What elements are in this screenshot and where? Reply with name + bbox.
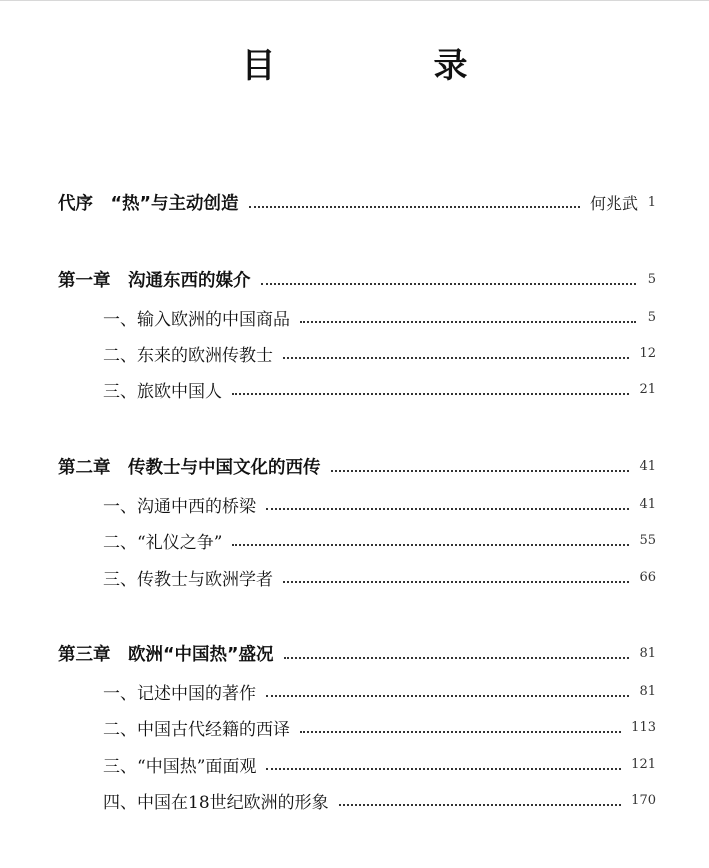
- toc-page-number: 55: [639, 532, 656, 548]
- toc-chapter[interactable]: [58, 638, 656, 668]
- toc-label: 代序 “热”与主动创造: [58, 193, 239, 214]
- toc-author: 何兆武: [589, 193, 638, 213]
- toc-label: 三、“中国热”面面观: [103, 756, 257, 777]
- dot-leader: [266, 767, 621, 770]
- toc-page-number: 1: [647, 194, 656, 210]
- dot-leader: [232, 543, 629, 546]
- toc-label: 二、“礼仪之争”: [103, 532, 223, 553]
- toc-label: 一、输入欧洲的中国商品: [103, 309, 290, 330]
- toc-label: 第二章 传教士与中国文化的西传: [58, 457, 321, 478]
- toc-section[interactable]: [103, 374, 656, 404]
- toc-section[interactable]: [103, 338, 656, 368]
- dot-leader: [284, 656, 630, 659]
- toc-preface[interactable]: [58, 187, 656, 217]
- toc-label: 二、中国古代经籍的西译: [103, 719, 290, 740]
- toc-chapter[interactable]: [58, 264, 656, 294]
- toc-section[interactable]: [103, 525, 656, 555]
- dot-leader: [266, 507, 629, 510]
- dot-leader: [261, 282, 637, 285]
- toc-page-number: 121: [631, 756, 656, 772]
- dot-leader: [339, 803, 622, 806]
- toc-label: 四、中国在18世纪欧洲的形象: [103, 792, 329, 813]
- toc-page-number: 81: [639, 683, 656, 699]
- toc-page-number: 113: [631, 719, 656, 735]
- toc-chapter[interactable]: [58, 451, 656, 481]
- toc-page-number: 81: [639, 645, 656, 661]
- toc-label: 第三章 欧洲“中国热”盛况: [58, 644, 274, 665]
- toc-section[interactable]: [103, 785, 656, 815]
- toc-page-number: 66: [639, 569, 656, 585]
- toc-label: 三、传教士与欧洲学者: [103, 569, 273, 590]
- toc-page-number: 170: [631, 792, 656, 808]
- toc-section[interactable]: [103, 302, 656, 332]
- dot-leader: [283, 356, 629, 359]
- toc-page-number: 21: [639, 381, 656, 397]
- page-title: 目 录: [241, 46, 530, 86]
- toc-page-number: 41: [639, 458, 656, 474]
- toc-label: 第一章 沟通东西的媒介: [58, 270, 251, 291]
- dot-leader: [300, 730, 621, 733]
- top-border: [0, 0, 709, 1]
- toc-label: 一、记述中国的著作: [103, 683, 256, 704]
- toc-label: 一、沟通中西的桥梁: [103, 496, 256, 517]
- dot-leader: [283, 580, 629, 583]
- toc-page-number: 5: [647, 309, 656, 325]
- dot-leader: [266, 694, 629, 697]
- dot-leader: [249, 205, 580, 208]
- toc-section[interactable]: [103, 712, 656, 742]
- dot-leader: [232, 392, 629, 395]
- dot-leader: [300, 320, 636, 323]
- toc-section[interactable]: [103, 562, 656, 592]
- toc-label: 二、东来的欧洲传教士: [103, 345, 273, 366]
- toc-section[interactable]: [103, 676, 656, 706]
- toc-page-number: 12: [639, 345, 656, 361]
- toc-section[interactable]: [103, 489, 656, 519]
- dot-leader: [331, 469, 630, 472]
- toc-page-number: 41: [639, 496, 656, 512]
- toc-label: 三、旅欧中国人: [103, 381, 222, 402]
- toc-page-number: 5: [647, 271, 656, 287]
- toc-section[interactable]: [103, 749, 656, 779]
